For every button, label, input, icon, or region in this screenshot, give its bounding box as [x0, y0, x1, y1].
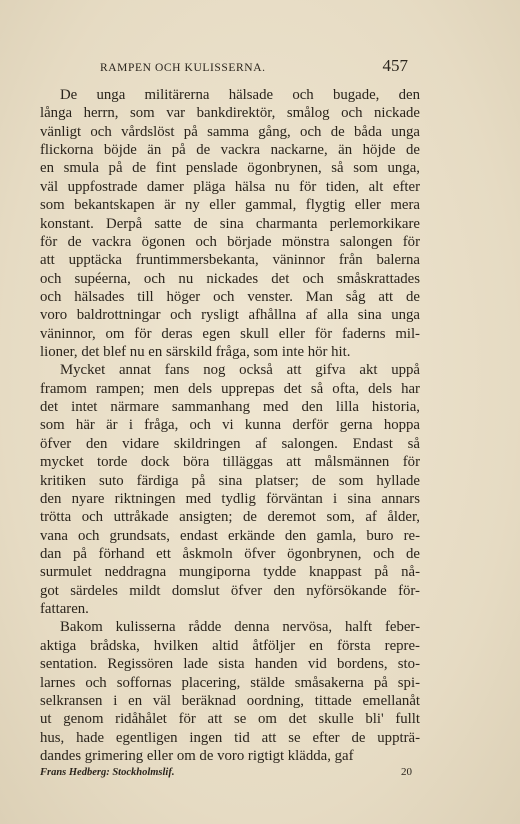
text-line: Mycket annat fans nog också att gifva akt uppå: [60, 362, 420, 379]
text-line: larnes och soffornas placering, stälde småsakerna på spi-: [40, 674, 420, 691]
signature-mark: 20: [401, 766, 412, 778]
printer-imprint: Frans Hedberg: Stockholmslif.: [40, 767, 175, 778]
body-text: [40, 86, 420, 765]
paragraph: [40, 618, 420, 765]
paragraph: [40, 86, 420, 361]
page-header: [100, 56, 408, 76]
text-line: den nyare riktningen med tydlig förväntan i sina annars: [40, 490, 420, 507]
text-line: vänligt och vårdslöst på samma gång, och de båda unga: [40, 123, 420, 140]
text-line: väl uppfostrade damer pläga hälsa nu för tiden, alt efter: [40, 178, 420, 195]
text-line: aktiga brådska, hvilken altid åtföljer en första repre-: [40, 637, 420, 654]
text-line: mycket torde dock böra tilläggas att målsmännen för: [40, 454, 420, 471]
paragraph: [40, 361, 420, 618]
text-line: fattaren.: [40, 601, 89, 618]
text-line: att upptäcka fruntimmersbekanta, väninnor från balerna: [40, 252, 420, 269]
running-head: RAMPEN OCH KULISSERNA.: [100, 62, 266, 74]
text-line: för de vackra ögonen och började mönstra salongen för: [40, 233, 420, 250]
text-line: som här är i fråga, och vi kunna derför gerna hoppa: [40, 417, 420, 434]
text-line: det intet närmare sammanhang med den lilla historia,: [40, 399, 420, 416]
text-line: surmulet neddragna mungiporna tydde knappast på nå-: [40, 564, 420, 581]
text-line: långa herrn, som var bankdirektör, smålog och nickade: [40, 105, 420, 122]
text-line: vana och grundsats, endast erkände den gamla, buro re-: [40, 527, 420, 544]
text-line: dandes grimering eller om de voro rigtigt klädda, gaf: [40, 747, 354, 764]
page-number: 457: [382, 56, 408, 75]
text-line: Bakom kulisserna rådde denna nervösa, halft feber-: [60, 619, 420, 636]
page-footer: [40, 766, 420, 778]
text-line: lioner, det blef nu en särskild fråga, som inte hör hit.: [40, 344, 351, 361]
text-line: voro baldrottningar och rysligt afhållna af alla sina unga: [40, 307, 420, 324]
text-line: en smula på de fint penslade ögonbrynen, så som unga,: [40, 160, 420, 177]
text-line: väninnor, om för deras egen skull eller för faderns mil-: [40, 325, 420, 342]
text-line: som bekantskapen är ny eller gammal, flygtig eller mera: [40, 197, 420, 214]
text-line: öfver den vidare skildringen af salongen. Endast så: [40, 435, 420, 452]
text-line: och supéerna, och nu nickades det och småskrattades: [40, 270, 420, 287]
text-line: hus, hade egentligen ingen tid att se efter de uppträ-: [40, 729, 420, 746]
text-line: och hälsades till höger och venster. Man såg att de: [40, 288, 420, 305]
text-line: konstant. Derpå satte de sina charmanta perlemorkikare: [40, 215, 420, 232]
text-line: framom rampen; men dels upprepas det så ofta, dels har: [40, 380, 420, 397]
text-line: selkransen i en väl beräknad oordning, tittade emellanåt: [40, 692, 420, 709]
text-line: trötta och uttråkade ansigten; de deremot som, af ålder,: [40, 509, 420, 526]
text-line: dan på förhand ett åskmoln öfver ögonbrynen, och de: [40, 545, 420, 562]
text-line: ut genom ridåhålet för att se om det skulle bli' fullt: [40, 711, 420, 728]
text-line: got särdeles mildt domslut öfver den nyförsökande för-: [40, 582, 420, 599]
text-line: sentation. Regissören lade sista handen vid bordens, sto-: [40, 656, 420, 673]
text-line: flickorna böjde än på de vackra nackarne, än höjde de: [40, 142, 420, 159]
text-line: kritiken suto färdiga på sina platser; de som hyllade: [40, 472, 420, 489]
text-line: De unga militärerna hälsade och bugade, den: [60, 87, 420, 103]
